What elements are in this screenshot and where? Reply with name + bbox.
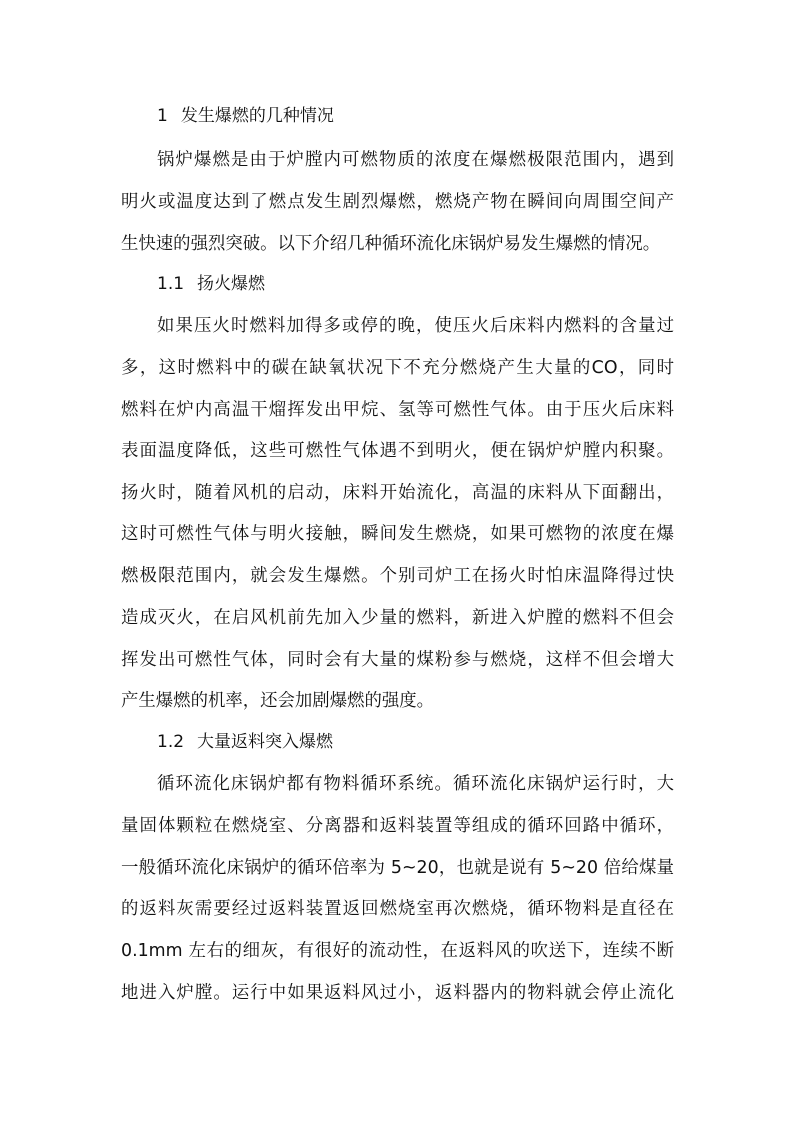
paragraph-line: 表面温度降低，这些可燃性气体遇不到明火，便在锅炉炉膛内积聚。	[121, 441, 674, 461]
section-1-2-heading	[157, 730, 333, 754]
paragraph-line: 的返料灰需要经过返料装置返回燃烧室再次燃烧，循环物料是直径在	[121, 899, 674, 919]
paragraph-line: 生快速的强烈突破。以下介绍几种循环流化床锅炉易发生爆燃的情况。	[121, 234, 661, 254]
section-1-1-heading	[157, 272, 265, 296]
paragraph-line: 燃料在炉内高温干熘挥发出甲烷、氢等可燃性气体。由于压火后床料	[121, 400, 674, 420]
paragraph-line: 挥发出可燃性气体，同时会有大量的煤粉参与燃烧，这样不但会增大	[121, 650, 674, 670]
paragraph-line: 明火或温度达到了燃点发生剧烈爆燃，燃烧产物在瞬间向周围空间产	[121, 192, 674, 212]
section-title: 发生爆燃的几种情况	[180, 106, 334, 126]
paragraph-line: 这时可燃性气体与明火接触，瞬间发生燃烧，如果可燃物的浓度在爆	[121, 524, 674, 544]
paragraph-line: 一般循环流化床锅炉的循环倍率为 5~20，也就是说有 5~20 倍给煤量	[121, 858, 674, 878]
section-number: 1.2	[157, 732, 185, 752]
paragraph-line: 地进入炉膛。运行中如果返料风过小，返料器内的物料就会停止流化	[121, 983, 674, 1003]
section-title: 扬火爆燃	[197, 274, 266, 294]
paragraph-line: 造成灭火，在启风机前先加入少量的燃料，新进入炉膛的燃料不但会	[121, 608, 674, 628]
paragraph-line: 如果压火时燃料加得多或停的晚，使压火后床料内燃料的含量过	[157, 316, 674, 336]
paragraph-line: 锅炉爆燃是由于炉膛内可燃物质的浓度在爆燃极限范围内，遇到	[157, 150, 674, 170]
paragraph-line: 燃极限范围内，就会发生爆燃。个别司炉工在扬火时怕床温降得过快	[121, 566, 674, 586]
paragraph-line: 产生爆燃的机率，还会加剧爆燃的强度。	[121, 691, 435, 711]
section-1-heading	[157, 104, 334, 128]
section-number: 1.1	[157, 274, 185, 294]
paragraph-line: 0.1mm 左右的细灰，有很好的流动性，在返料风的吹送下，连续不断	[121, 941, 674, 961]
section-title: 大量返料突入爆燃	[197, 732, 334, 752]
paragraph-line: 循环流化床锅炉都有物料循环系统。循环流化床锅炉运行时，大	[157, 774, 674, 794]
paragraph-line: 扬火时，随着风机的启动，床料开始流化，高温的床料从下面翻出，	[121, 483, 674, 503]
paragraph-line: 多，这时燃料中的碳在缺氧状况下不充分燃烧产生大量的CO，同时	[121, 358, 674, 378]
section-number: 1	[157, 106, 168, 126]
paragraph-line: 量固体颗粒在燃烧室、分离器和返料装置等组成的循环回路中循环，	[121, 816, 674, 836]
